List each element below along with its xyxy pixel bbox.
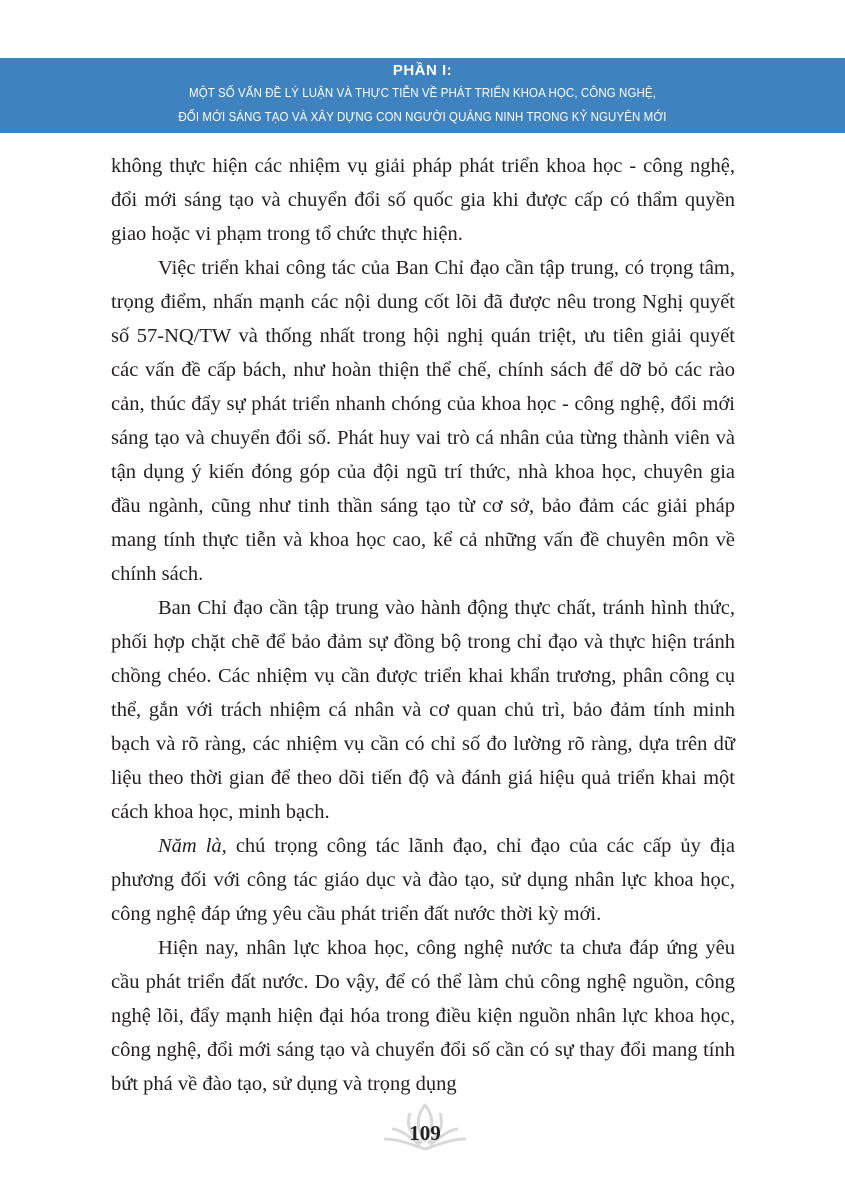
paragraph-text: chú trọng công tác lãnh đạo, chỉ đạo của các cấp ủy địa phương đối với công tác giáo dục và đào tạo, sử dụng nhân lực khoa học, công nghệ đáp ứng yêu cầu phát triển đất nước thời kỳ mới.	[111, 835, 735, 925]
paragraph	[111, 591, 735, 829]
paragraph-text: Việc triển khai công tác của Ban Chỉ đạo cần tập trung, có trọng tâm, trọng điểm, nhấn mạnh các nội dung cốt lõi đã được nêu trong Nghị quyết số 57-NQ/TW và thống nhất trong hội nghị quán triệt, ưu tiên giải quyết các vấn đề cấp bách, như hoàn thiện thể chế, chính sách để dỡ bỏ các rào cản, thúc đẩy sự phát triển nhanh chóng của khoa học - công nghệ, đổi mới sáng tạo và chuyển đổi số. Phát huy vai trò cá nhân của từng thành viên và tận dụng ý kiến đóng góp của đội ngũ trí thức, nhà khoa học, chuyên gia đầu ngành, cũng như tinh thần sáng tạo từ cơ sở, bảo đảm các giải pháp mang tính thực tiễn và khoa học cao, kể cả những vấn đề chuyên môn về chính sách.	[111, 257, 735, 585]
body-text	[111, 149, 735, 1101]
paragraph-continuation	[111, 149, 735, 251]
paragraph	[111, 931, 735, 1101]
part-title: PHẦN I:	[392, 62, 453, 79]
paragraph-text: không thực hiện các nhiệm vụ giải pháp phát triển khoa học - công nghệ, đổi mới sáng tạo và chuyển đổi số quốc gia khi được cấp có thẩm quyền giao hoặc vi phạm trong tổ chức thực hiện.	[111, 155, 735, 245]
paragraph-text: Hiện nay, nhân lực khoa học, công nghệ nước ta chưa đáp ứng yêu cầu phát triển đất nước. Do vậy, để có thể làm chủ công nghệ nguồn, công nghệ lõi, đẩy mạnh hiện đại hóa trong điều kiện nguồn nhân lực khoa học, công nghệ, đổi mới sáng tạo và chuyển đổi số cần có sự thay đổi mang tính bứt phá về đào tạo, sử dụng và trọng dụng	[111, 937, 735, 1095]
chapter-header-band	[0, 58, 845, 133]
paragraph	[111, 829, 735, 931]
chapter-subtitle-line-2: ĐỔI MỚI SÁNG TẠO VÀ XÂY DỰNG CON NGƯỜI QUẢNG NINH TRONG KỶ NGUYÊN MỚI	[178, 110, 667, 124]
paragraph-lead-italic: Năm là,	[158, 835, 227, 857]
paragraph-text: Ban Chỉ đạo cần tập trung vào hành động thực chất, tránh hình thức, phối hợp chặt chẽ để bảo đảm sự đồng bộ trong chỉ đạo và thực hiện tránh chồng chéo. Các nhiệm vụ cần được triển khai khẩn trương, phân công cụ thể, gắn với trách nhiệm cá nhân và cơ quan chủ trì, bảo đảm tính minh bạch và rõ ràng, các nhiệm vụ cần có chỉ số đo lường rõ ràng, dựa trên dữ liệu theo thời gian để theo dõi tiến độ và đánh giá hiệu quả triển khai một cách khoa học, minh bạch.	[111, 597, 735, 823]
page-number: 109	[409, 1121, 441, 1145]
chapter-subtitle-line-1: MỘT SỐ VẤN ĐỀ LÝ LUẬN VÀ THỰC TIỄN VỀ PHÁT TRIỂN KHOA HỌC, CÔNG NGHỆ,	[189, 86, 656, 100]
page-footer	[370, 1097, 480, 1167]
paragraph	[111, 251, 735, 591]
